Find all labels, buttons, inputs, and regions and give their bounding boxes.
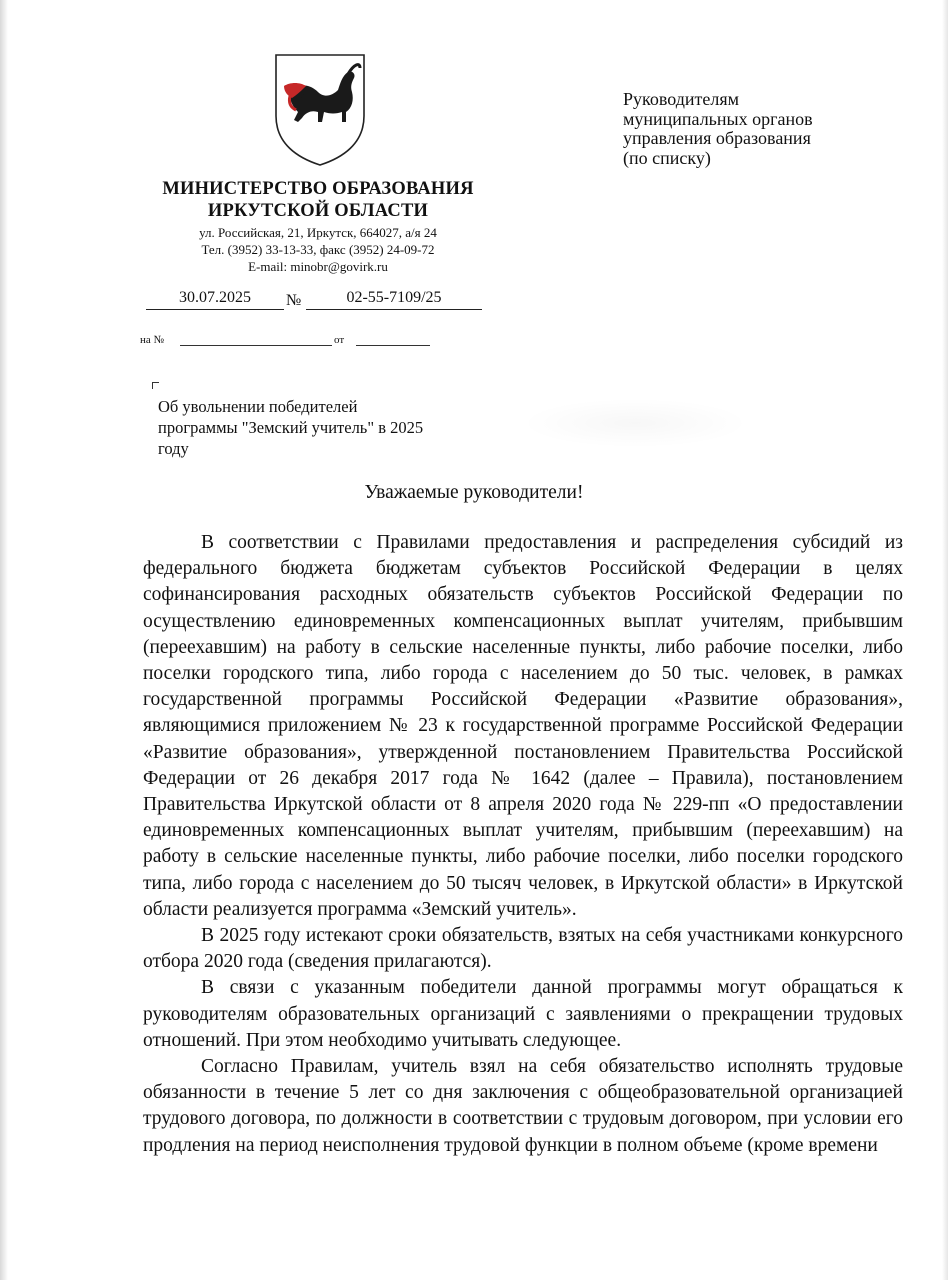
- letter-body: [143, 530, 903, 1159]
- ministry-phone: Тел. (3952) 33-13-33, факс (3952) 24-09-72: [201, 242, 435, 257]
- registration-number-label: №: [286, 292, 302, 309]
- letter-subject: [158, 396, 478, 459]
- reference-number-label: на №: [140, 334, 165, 346]
- subject-line2: программы "Земский учитель" в 2025: [158, 418, 424, 437]
- scan-right-edge: [942, 0, 948, 1280]
- reference-number-blank: [180, 333, 332, 346]
- ministry-email: E-mail: minobr@govirk.ru: [248, 259, 388, 274]
- body-paragraph-3: В связи с указанным победители данной программы могут обращаться к руководителям образовательных организаций с заявлениями о прекращении трудовых отношений. При этом необходимо учитывать следующее.: [143, 977, 903, 1051]
- ministry-address: ул. Российская, 21, Иркутск, 664027, а/я 24: [199, 225, 437, 240]
- greeting: Уважаемые руководители!: [364, 482, 584, 503]
- registration-number: 02-55-7109/25: [306, 289, 482, 310]
- recipient-line1: Руководителям: [623, 89, 739, 109]
- ministry-name: [140, 178, 496, 222]
- registration-date: 30.07.2025: [146, 289, 284, 310]
- recipient-line4: (по списку): [623, 147, 711, 168]
- subject-line1: Об увольнении победителей: [158, 397, 358, 416]
- body-paragraph-4: Согласно Правилам, учитель взял на себя обязательство исполнять трудовые обязанности в течение 5 лет со дня заключения с общеобразовательной организацией трудового договора, по должности в соответствии с трудовым договором, при условии его продления на период неисполнения трудовой функции в полном объеме (кроме времени: [143, 1056, 903, 1156]
- body-paragraph-2: В 2025 году истекают сроки обязательств, взятых на себя участниками конкурсного отбора 2020 года (сведения прилагаются).: [143, 925, 903, 973]
- recipient-line3: управления образования: [623, 128, 811, 148]
- reference-from-label: от: [334, 334, 345, 346]
- ministry-name-line2: ИРКУТСКОЙ ОБЛАСТИ: [207, 201, 429, 221]
- body-paragraph-1: В соответствии с Правилами предоставления и распределения субсидий из федерального бюджета бюджетам субъектов Российской Федерации в целях софинансирования расходных обязательств субъектов Российской Федерации по осуществлению единовременных компенсационных выплат учителям, прибывшим (переехавшим) на работу в сельские населенные пункты, либо рабочие поселки, либо поселки городского типа, либо города с населением до 50 тыс. человек, в рамках государственной программы Российской Федерации «Развитие образования», являющимися приложением № 23 к государственной программе Российской Федерации «Развитие образования», утвержденной постановлением Правительства Российской Федерации от 26 декабря 2017 года № 1642 (далее – Правила), постановлением Правительства Иркутской области от 8 апреля 2020 года № 229-пп «О предоставлении единовременных компенсационных выплат учителям, прибывшим (переехавшим) на работу в сельские населенные пункты, либо рабочие поселки, либо поселки городского типа, либо города с населением до 50 тысяч человек, в Иркутской области» в Иркутской области реализуется программа «Земский учитель».: [143, 532, 903, 920]
- irkutsk-coat-of-arms-icon: [272, 52, 368, 168]
- scan-left-edge: [0, 0, 8, 1280]
- scan-smudge: [520, 398, 750, 448]
- subject-corner-mark: [152, 382, 159, 389]
- registration-line: [146, 290, 482, 312]
- subject-line3: году: [158, 439, 189, 458]
- recipient-line2: муниципальных органов: [623, 108, 813, 129]
- reference-line: [140, 330, 440, 348]
- reference-date-blank: [356, 333, 430, 346]
- ministry-contacts: [140, 224, 496, 275]
- recipient-block: [623, 90, 923, 168]
- ministry-name-line1: МИНИСТЕРСТВО ОБРАЗОВАНИЯ: [162, 179, 474, 199]
